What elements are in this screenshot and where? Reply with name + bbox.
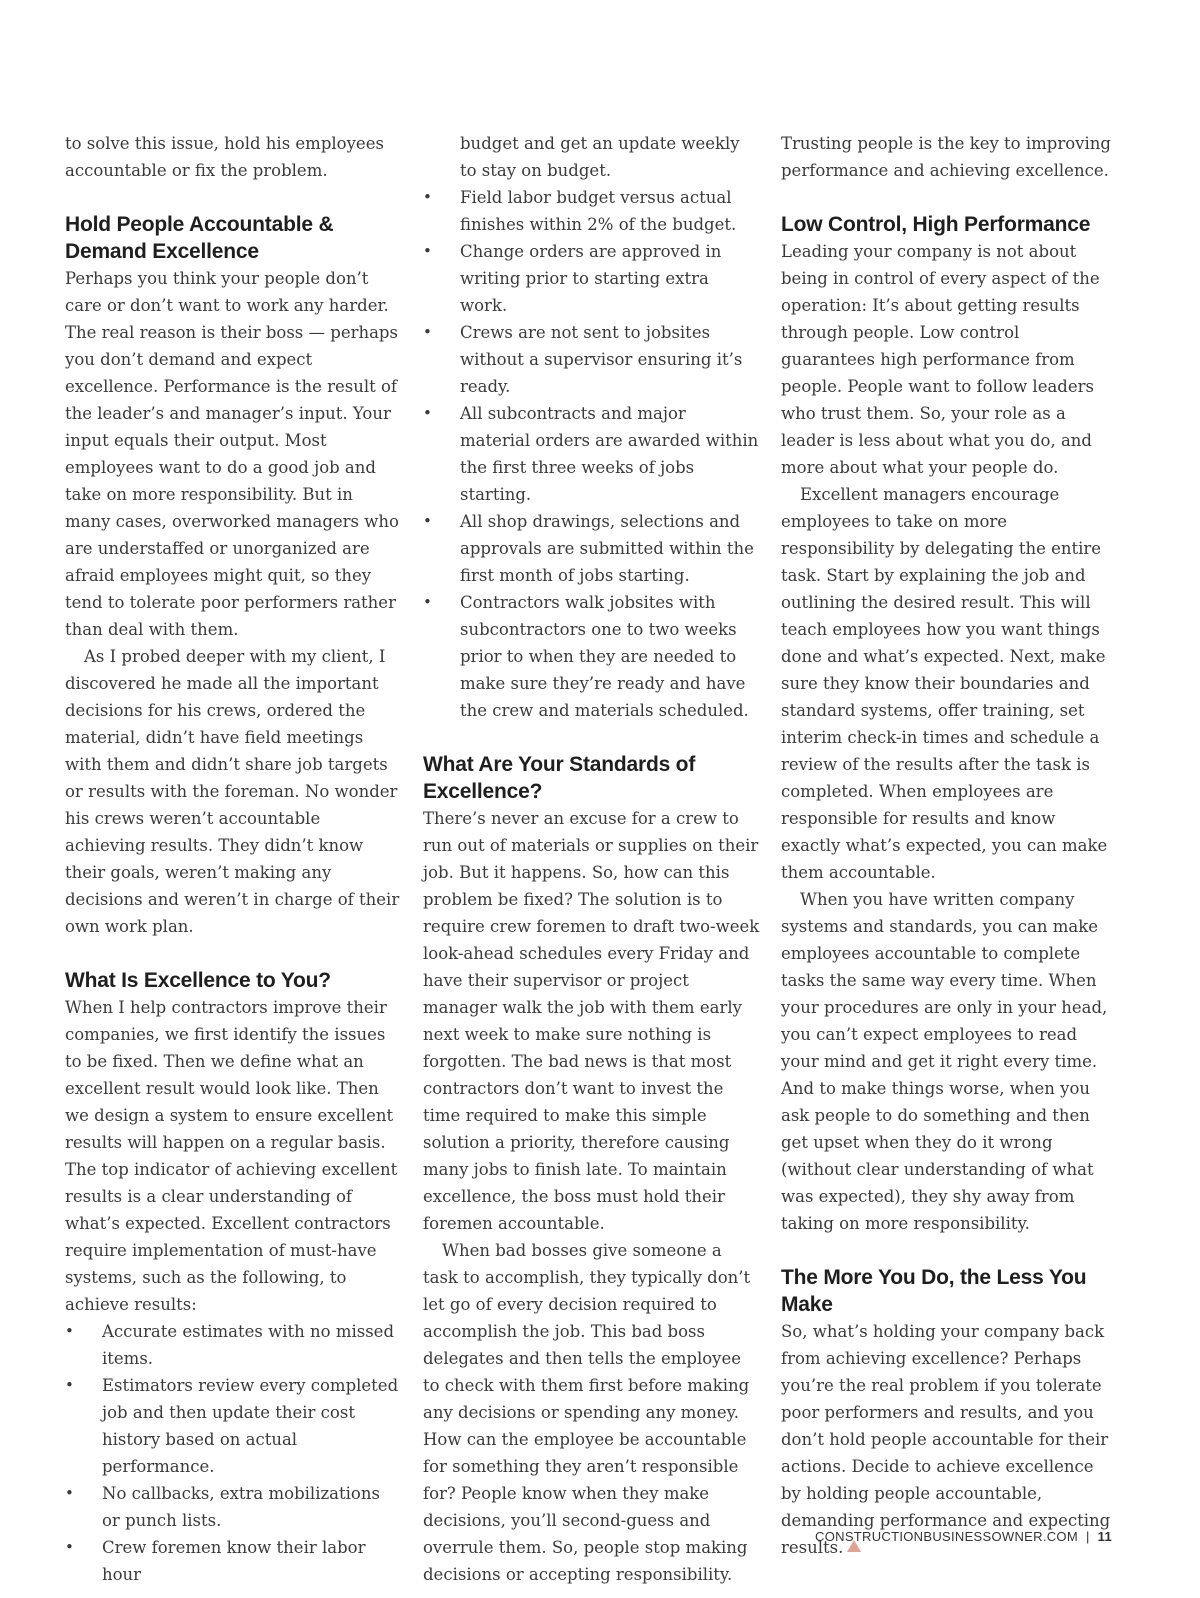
bullet-list: [65, 1318, 403, 1588]
paragraph: When bad bosses give someone a task to accomplish, they typically don’t let go of every decision required to accomplish the job. This bad boss delegates and then tells the employee to check with them first before making any decisions or spending any money. How can the employee be accountable for something they aren’t responsible for? People know when they make decisions, you’ll second-guess and overrule them. So, people stop making decisions or accepting responsibility.: [423, 1241, 751, 1584]
section-heading: What Are Your Standards of Excellence?: [423, 753, 696, 803]
list-item: budget and get an update weekly to stay on budget.: [460, 134, 740, 180]
page-number: 11: [1097, 1529, 1112, 1544]
list-item: • Crew foremen know their labor hour: [65, 1534, 403, 1588]
paragraph: When you have written company systems and standards, you can make employees accountable to complete tasks the same way every time. When your procedures are only in your head, you can’t expect employees to read your mind and get it right every time. And to make things worse, when you ask people to do something and then get upset when they do it wrong (without clear understanding of what was expected), they shy away from taking on more responsibility.: [781, 890, 1108, 1233]
column-1: [65, 130, 403, 1588]
list-item: • Crews are not sent to jobsites without a supervisor ensuring it’s ready.: [423, 319, 761, 400]
list-item: • All subcontracts and major material orders are awarded within the first three weeks of jobs starting.: [423, 400, 761, 508]
section-heading: The More You Do, the Less You Make: [781, 1266, 1087, 1316]
paragraph: Trusting people is the key to improving performance and achieving excellence.: [781, 134, 1111, 180]
paragraph: Perhaps you think your people don’t care or don’t want to work any harder. The real reason is their boss — perhaps you don’t demand and expect excellence. Performance is the result of the leader’s and manager’s input. Your input equals their output. Most employees want to do a good job and take on more responsibility. But in many cases, overworked managers who are understaffed or unorganized are afraid employees might quit, so they tend to tolerate poor performers rather than deal with them.: [65, 269, 399, 639]
paragraph: There’s never an excuse for a crew to run out of materials or supplies on their job. But it happens. So, how can this problem be fixed? The solution is to require crew foremen to draft two-week look-ahead schedules every Friday and have their supervisor or project manager walk the job with them early next week to make sure nothing is forgotten. The bad news is that most contractors don’t want to invest the time required to make this simple solution a priority, therefore causing many jobs to finish late. To maintain excellence, the boss must hold their foremen accountable.: [423, 809, 760, 1233]
paragraph-final: [781, 1318, 1117, 1561]
section-heading: Hold People Accountable & Demand Excellence: [65, 213, 334, 263]
paragraph: to solve this issue, hold his employees accountable or fix the problem.: [65, 134, 384, 180]
section-heading: What Is Excellence to You?: [65, 969, 331, 992]
paragraph: Leading your company is not about being in control of every aspect of the operation: It’s about getting results through people. Low control guarantees high performance from people. People want to follow leaders who trust them. So, your role as a leader is less about what you do, and more about what your people do.: [781, 242, 1100, 477]
column-3: [781, 130, 1117, 1561]
footer-separator: |: [1085, 1529, 1090, 1544]
paragraph: Excellent managers encourage employees to take on more responsibility by delegating the entire task. Start by explaining the job and outlining the desired result. This will teach employees how you want things done and what’s expected. Next, make sure they know their boundaries and standard systems, offer training, set interim check-in times and schedule a review of the results after the task is completed. When employees are responsible for results and know exactly what’s expected, you can make them accountable.: [781, 485, 1108, 882]
list-item: • Contractors walk jobsites with subcontractors one to two weeks prior to when they are needed to make sure they’re ready and have the crew and materials scheduled.: [423, 589, 761, 724]
list-item: • Change orders are approved in writing prior to starting extra work.: [423, 238, 761, 319]
list-item: • Accurate estimates with no missed items.: [65, 1318, 403, 1372]
list-item: • Estimators review every completed job and then update their cost history based on actual performance.: [65, 1372, 403, 1480]
list-item: • No callbacks, extra mobilizations or punch lists.: [65, 1480, 403, 1534]
column-2: [423, 130, 761, 1588]
bullet-list: [423, 130, 761, 724]
paragraph: When I help contractors improve their companies, we first identify the issues to be fixed. Then we define what an excellent result would look like. Then we design a system to ensure excellent results will happen on a regular basis. The top indicator of achieving excellent results is a clear understanding of what’s expected. Excellent contractors require implementation of must-have systems, such as the following, to achieve results:: [65, 998, 398, 1314]
section-heading: Low Control, High Performance: [781, 213, 1091, 236]
footer-site: CONSTRUCTIONBUSINESSOWNER.COM: [815, 1529, 1078, 1544]
list-item: • Field labor budget versus actual finishes within 2% of the budget.: [423, 184, 761, 238]
paragraph: As I probed deeper with my client, I discovered he made all the important decisions for his crews, ordered the material, didn’t have field meetings with them and didn’t share job targets or results with the foreman. No wonder his crews weren’t accountable achieving results. They didn’t know their goals, weren’t making any decisions and weren’t in charge of their own work plan.: [65, 647, 400, 936]
page-footer: [815, 1529, 1112, 1544]
paragraph-text: So, what’s holding your company back from achieving excellence? Perhaps you’re the real problem if you tolerate poor performers and results, and you don’t hold people accountable for their actions. Decide to achieve excellence by holding people accountable, demanding performance and expecting results.: [781, 1322, 1111, 1557]
list-item: • All shop drawings, selections and approvals are submitted within the first month of jobs starting.: [423, 508, 761, 589]
